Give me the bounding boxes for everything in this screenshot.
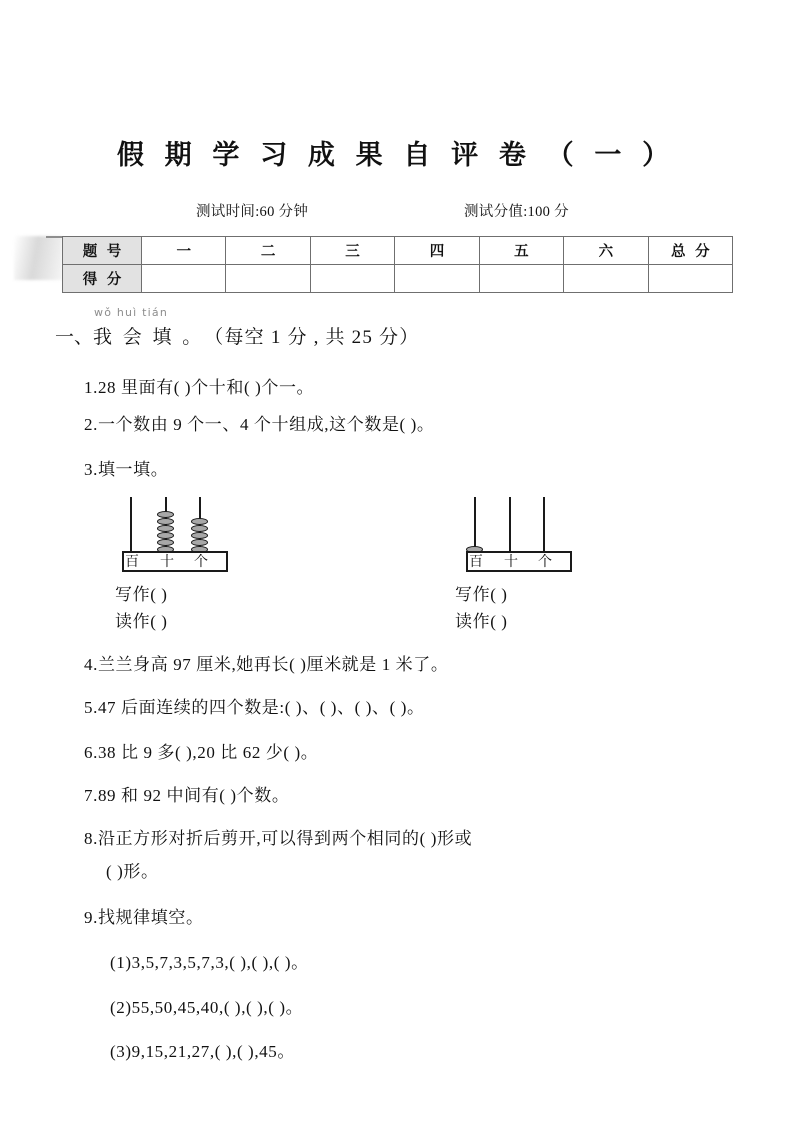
read-as-right: 读作( ) bbox=[455, 612, 508, 631]
abacus-bead bbox=[157, 518, 174, 525]
score-cell-2[interactable] bbox=[226, 265, 310, 293]
abacus-label-ones: 个 bbox=[538, 555, 552, 570]
score-cell-1[interactable] bbox=[142, 265, 226, 293]
question-5: 5.47 后面连续的四个数是:( )、( )、( )、( )。 bbox=[84, 698, 425, 717]
question-9-item-3: (3)9,15,21,27,( ),( ),45。 bbox=[110, 1042, 295, 1061]
abacus-label-tens: 十 bbox=[504, 555, 518, 570]
col-header-6: 六 bbox=[564, 237, 648, 265]
abacus-bead bbox=[157, 525, 174, 532]
abacus-bead bbox=[191, 518, 208, 525]
abacus-left bbox=[122, 497, 232, 573]
abacus-rod-hundreds bbox=[474, 497, 476, 552]
abacus-label-hundreds: 百 bbox=[469, 555, 483, 570]
abacus-right bbox=[466, 497, 576, 573]
abacus-base-left bbox=[122, 551, 228, 572]
page-title: 假 期 学 习 成 果 自 评 卷 （ 一 ） bbox=[116, 140, 677, 170]
abacus-base-right bbox=[466, 551, 572, 572]
abacus-bead bbox=[157, 511, 174, 518]
row-label-question-number: 题 号 bbox=[63, 237, 142, 265]
score-cell-4[interactable] bbox=[395, 265, 479, 293]
question-3: 3.填一填。 bbox=[84, 460, 169, 479]
col-header-4: 四 bbox=[395, 237, 479, 265]
write-as-left: 写作( ) bbox=[115, 585, 168, 604]
section-pinyin: wǒ huì tián bbox=[94, 306, 169, 319]
col-header-5: 五 bbox=[479, 237, 563, 265]
exam-meta-row bbox=[0, 200, 793, 222]
exam-duration: 测试时间:60 分钟 bbox=[196, 204, 309, 220]
section-heading-1 bbox=[55, 306, 420, 349]
abacus-bead bbox=[157, 532, 174, 539]
abacus-rod-hundreds bbox=[130, 497, 132, 552]
question-4: 4.兰兰身高 97 厘米,她再长( )厘米就是 1 米了。 bbox=[84, 655, 449, 674]
question-6: 6.38 比 9 多( ),20 比 62 少( )。 bbox=[84, 743, 319, 762]
score-table bbox=[62, 236, 733, 293]
table-row-scores bbox=[63, 265, 733, 293]
question-9: 9.找规律填空。 bbox=[84, 908, 204, 927]
question-8-line-2: ( )形。 bbox=[106, 862, 159, 881]
question-9-item-1: (1)3,5,7,3,5,7,3,( ),( ),( )。 bbox=[110, 953, 309, 972]
question-7: 7.89 和 92 中间有( )个数。 bbox=[84, 786, 290, 805]
col-header-total: 总 分 bbox=[648, 237, 732, 265]
abacus-bead bbox=[191, 539, 208, 546]
score-cell-total[interactable] bbox=[648, 265, 732, 293]
abacus-bead bbox=[157, 539, 174, 546]
scan-artifact bbox=[14, 236, 62, 280]
section-points: （每空 1 分 , 共 25 分） bbox=[204, 327, 420, 348]
col-header-3: 三 bbox=[310, 237, 394, 265]
row-label-score: 得 分 bbox=[63, 265, 142, 293]
score-cell-5[interactable] bbox=[479, 265, 563, 293]
score-cell-3[interactable] bbox=[310, 265, 394, 293]
abacus-label-ones: 个 bbox=[194, 555, 208, 570]
abacus-label-tens: 十 bbox=[160, 555, 174, 570]
col-header-1: 一 bbox=[142, 237, 226, 265]
abacus-bead bbox=[191, 532, 208, 539]
abacus-bead bbox=[191, 525, 208, 532]
question-8-line-1: 8.沿正方形对折后剪开,可以得到两个相同的( )形或 bbox=[84, 829, 473, 848]
abacus-rod-tens bbox=[509, 497, 511, 552]
question-9-item-2: (2)55,50,45,40,( ),( ),( )。 bbox=[110, 998, 304, 1017]
col-header-2: 二 bbox=[226, 237, 310, 265]
question-2: 2.一个数由 9 个一、4 个十组成,这个数是( )。 bbox=[84, 415, 435, 434]
abacus-rod-ones bbox=[543, 497, 545, 552]
write-as-right: 写作( ) bbox=[455, 585, 508, 604]
exam-total-score: 测试分值:100 分 bbox=[464, 204, 569, 220]
score-cell-6[interactable] bbox=[564, 265, 648, 293]
question-1: 1.28 里面有( )个十和( )个一。 bbox=[84, 378, 315, 397]
abacus-label-hundreds: 百 bbox=[125, 555, 139, 570]
section-index: 一、 bbox=[55, 327, 94, 348]
read-as-left: 读作( ) bbox=[115, 612, 168, 631]
section-title-with-pinyin bbox=[93, 306, 205, 349]
table-row-question-numbers bbox=[63, 237, 733, 265]
section-title: 我 会 填 。 bbox=[93, 327, 205, 348]
